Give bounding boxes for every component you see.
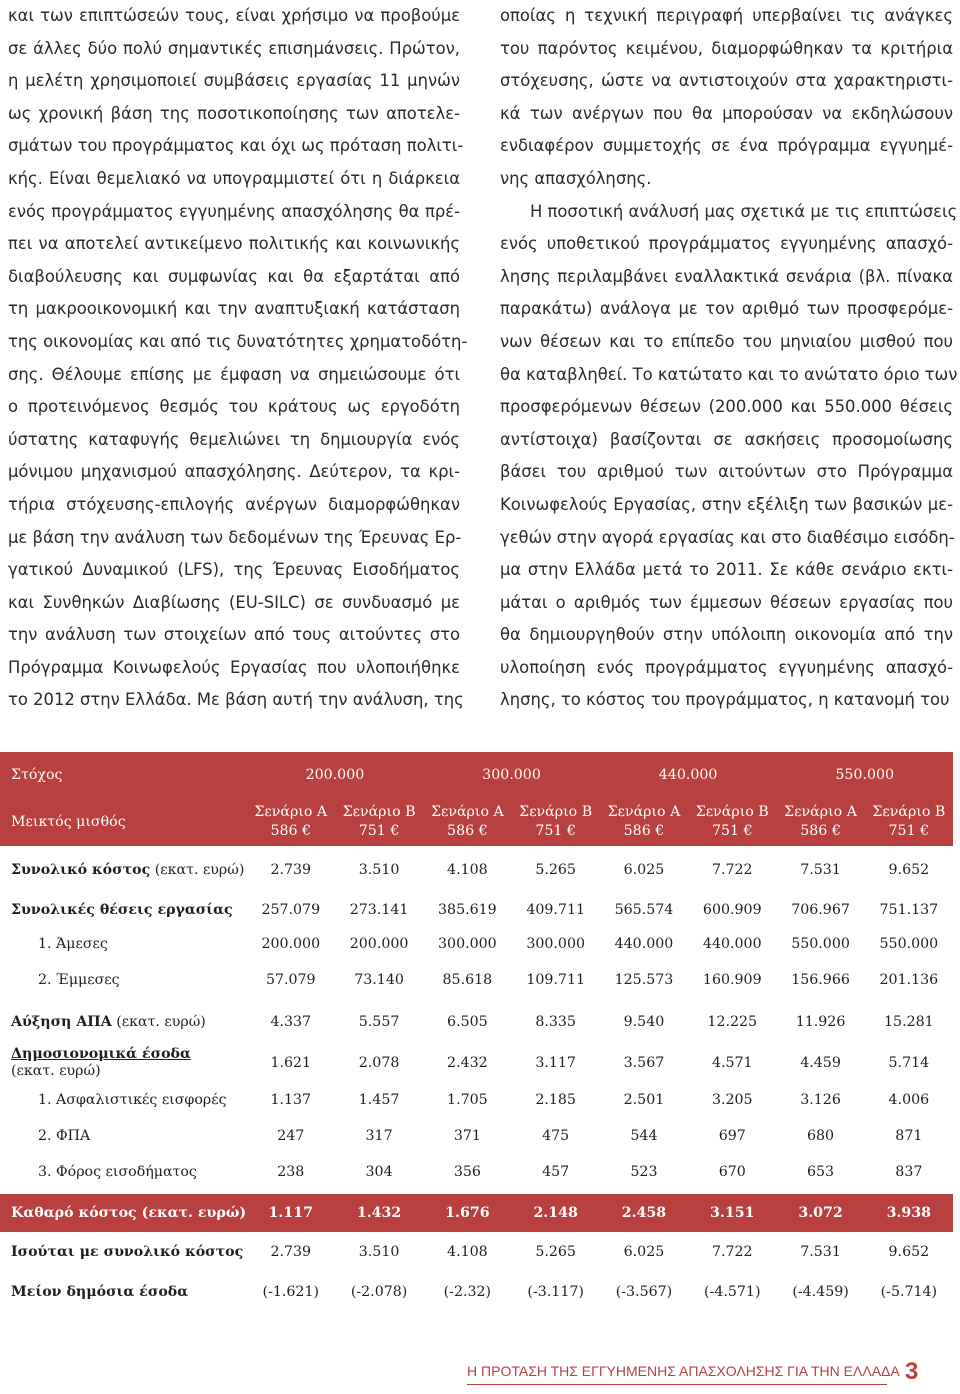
row-label-unit: (εκατ. ευρώ) xyxy=(11,1063,101,1079)
text-line: προσφερόμενων θέσεων (200.000 και 550.000 θέσεις xyxy=(500,397,953,417)
scenario-amount: 586 € xyxy=(447,823,488,839)
scenario-amount: 751 € xyxy=(535,823,576,839)
table-cell: 109.711 xyxy=(526,972,585,988)
scenario-header xyxy=(335,803,423,841)
text-line: παρακάτω) ανάλογα με τον αριθμό των προσφερόμε- xyxy=(500,299,953,319)
scenario-name: Σενάριο Β xyxy=(695,804,769,820)
table-cell: 8.335 xyxy=(535,1014,576,1030)
row-label xyxy=(0,1014,247,1031)
table-cell: 200.000 xyxy=(349,936,409,952)
text-line: σμάτων του προγράμματος και όχι ως πρόταση πολιτι- xyxy=(8,136,464,156)
table-row-indirect xyxy=(0,966,953,994)
table-cell: 2.432 xyxy=(447,1055,488,1071)
text-line: σε άλλες δύο πολύ σημαντικές επισημάνσεις. Πρώτον, xyxy=(8,38,460,58)
text-line: πει να αποτελεί αντικείμενο πολιτικής και κοινωνικής xyxy=(8,234,460,254)
scenario-name: Σενάριο A xyxy=(430,804,504,820)
table-cell: 5.557 xyxy=(358,1014,400,1030)
text-line: Κοινωφελούς Εργασίας, στην εξέλιξη των βασικών με- xyxy=(500,494,953,514)
left-text-column xyxy=(8,0,468,717)
text-line: ως χρονική βάση της ποσοτικοποίησης των αποτελε- xyxy=(8,103,460,123)
table-cell: 9.540 xyxy=(623,1014,665,1030)
table-cell: 550.000 xyxy=(835,767,895,783)
text-line: στόχευσης, ώστε να αντιστοιχούν στα χαρακτηριστι- xyxy=(500,71,953,91)
row-values xyxy=(247,972,953,988)
table-row-gdp xyxy=(0,1008,953,1036)
table-cell: 3.510 xyxy=(358,862,400,878)
table-cell: 200.000 xyxy=(261,936,321,952)
text-line: το 2012 στην Ελλάδα. Με βάση αυτή την ανάλυση, της xyxy=(8,690,464,710)
table-cell: 5.265 xyxy=(535,862,576,878)
scenario-name: Σενάριο A xyxy=(254,804,328,820)
table-cell: 5.714 xyxy=(888,1055,930,1071)
table-cell: (-2.078) xyxy=(350,1284,408,1300)
table-cell: 3.510 xyxy=(358,1244,400,1260)
table-cell: (-2.32) xyxy=(443,1284,492,1300)
table-cell: 247 xyxy=(277,1128,305,1144)
text-line: μόνιμου μηχανισμού απασχόλησης. Δεύτερον, τα κρι- xyxy=(8,462,460,482)
text-line: και Συνθηκών Διαβίωσης (EU-SILC) σε συνδυασμό με xyxy=(8,592,460,612)
target-values xyxy=(247,767,953,783)
scenario-amount: 586 € xyxy=(270,823,312,839)
table-cell: (-3.117) xyxy=(527,1284,584,1300)
table-cell: 670 xyxy=(718,1164,746,1180)
text-line: λησης, το κόστος του προγράμματος, η κατανομή του xyxy=(500,690,950,710)
table-cell: (-4.459) xyxy=(792,1284,849,1300)
table-cell: 160.909 xyxy=(702,972,762,988)
table-cell: 6.025 xyxy=(623,862,665,878)
table-row-minus-revenue xyxy=(0,1278,953,1306)
table-cell: 3.938 xyxy=(886,1205,932,1221)
text-line: γεθών στην αγορά εργασίας και στο διαθέσιμο εισόδη- xyxy=(500,527,955,547)
page-number: 3 xyxy=(905,1358,919,1385)
table-cell: 3.072 xyxy=(798,1205,843,1221)
table-cell: 7.531 xyxy=(800,1244,841,1260)
scenario-amount: 586 € xyxy=(800,823,841,839)
table-row-income-tax xyxy=(0,1158,953,1186)
scenario-header xyxy=(247,803,335,841)
text-line: του παρόντος κειμένου, διαμορφώθηκαν τα κριτήρια xyxy=(500,38,953,58)
table-cell: 7.722 xyxy=(711,862,753,878)
table-cell: 371 xyxy=(453,1128,481,1144)
table-cell: 5.265 xyxy=(535,1244,576,1260)
table-cell: 2.501 xyxy=(623,1092,665,1108)
row-values xyxy=(247,1284,953,1300)
scenario-name: Σενάριο Β xyxy=(872,804,946,820)
table-cell: 871 xyxy=(895,1128,923,1144)
row-label: 1. Ασφαλιστικές εισφορές xyxy=(38,1091,227,1108)
text-line: νων θέσεων και το επίπεδο του μηνιαίου μισθού που xyxy=(500,331,953,351)
footer-title: Η ΠΡΟΤΑΣΗ ΤΗΣ ΕΓΓΥΗΜΕΝΗΣ ΑΠΑΣΧΟΛΗΣΗΣ ΓΙΑ ΤΗΝ ΕΛΛΑΔΑ xyxy=(467,1363,900,1379)
scenario-name: Σενάριο A xyxy=(784,804,857,820)
table-cell: 3.126 xyxy=(800,1092,841,1108)
row-values xyxy=(247,1205,953,1221)
row-label xyxy=(0,1046,247,1080)
table-cell: 4.571 xyxy=(711,1055,753,1071)
scenario-header xyxy=(600,803,688,841)
table-cell: 680 xyxy=(807,1128,835,1144)
table-cell: (-3.567) xyxy=(615,1284,673,1300)
table-cell: 200.000 xyxy=(305,767,365,783)
row-label: Στόχος xyxy=(11,766,63,783)
table-cell: 1.117 xyxy=(268,1205,313,1221)
row-values xyxy=(247,1055,953,1071)
table-cell: 457 xyxy=(542,1164,570,1180)
table-cell: 550.000 xyxy=(879,936,939,952)
table-cell: 475 xyxy=(542,1128,570,1144)
row-label: 1. Άμεσες xyxy=(38,935,108,952)
table-cell: 6.505 xyxy=(447,1014,488,1030)
table-cell: 1.457 xyxy=(358,1092,400,1108)
table-cell: 440.000 xyxy=(702,936,762,952)
table-cell: 201.136 xyxy=(879,972,939,988)
table-cell: 257.079 xyxy=(261,902,321,918)
row-label: 2. ΦΠΑ xyxy=(38,1127,91,1144)
right-text-column xyxy=(500,0,958,717)
table-cell: 4.337 xyxy=(270,1014,312,1030)
table-cell: 653 xyxy=(807,1164,835,1180)
text-line: την ανάλυση των στοιχείων από τους αιτούντες στο xyxy=(8,625,460,645)
row-label xyxy=(0,862,247,879)
table-row-total-jobs xyxy=(0,896,953,924)
table-row-public-revenue xyxy=(0,1042,953,1084)
table-cell: 238 xyxy=(277,1164,305,1180)
table-cell: (-4.571) xyxy=(704,1284,761,1300)
footer-rule xyxy=(467,1384,887,1385)
table-cell: 3.151 xyxy=(710,1205,755,1221)
text-line: βάσει του αριθμού των αιτούντων στο Πρόγραμμα xyxy=(500,462,953,482)
table-cell: (-5.714) xyxy=(880,1284,938,1300)
table-cell: 4.108 xyxy=(447,1244,488,1260)
table-cell: 85.618 xyxy=(442,972,493,988)
row-label: Μείον δημόσια έσοδα xyxy=(11,1283,189,1300)
table-cell: (-1.621) xyxy=(262,1284,320,1300)
table-row-direct xyxy=(0,930,953,958)
table-cell: 57.079 xyxy=(265,972,316,988)
text-line: ύστατης καταφυγής θεμελιώνει τη δημιουργία ενός xyxy=(8,429,460,449)
text-line: η μελέτη χρησιμοποιεί συμβάσεις εργασίας 11 μηνών xyxy=(8,71,460,91)
table-cell: 300.000 xyxy=(526,936,585,952)
table-cell: 2.078 xyxy=(358,1055,400,1071)
row-label: Ισούται με συνολικό κόστος xyxy=(11,1243,244,1260)
table-cell: 1.676 xyxy=(445,1205,490,1221)
row-values xyxy=(247,1092,953,1108)
row-label-bold: Δημοσιονομικά έσοδα xyxy=(11,1046,191,1062)
scenario-headers xyxy=(247,803,953,841)
row-label: Καθαρό κόστος (εκατ. ευρώ) xyxy=(11,1204,247,1221)
table-cell: 2.739 xyxy=(270,1244,312,1260)
table-cell: 300.000 xyxy=(482,767,541,783)
table-row-insurance xyxy=(0,1086,953,1114)
table-cell: 7.531 xyxy=(800,862,841,878)
text-line: κά των ανέργων που θα μπορούσαν να εκδηλώσουν xyxy=(500,103,953,123)
row-label: 3. Φόρος εισοδήματος xyxy=(38,1163,197,1180)
table-cell: 304 xyxy=(365,1164,393,1180)
row-label: Συνολικές θέσεις εργασίας xyxy=(11,901,233,918)
text-line: θα δημιουργηθούν στην υπόλοιπη οικονομία από την xyxy=(500,625,953,645)
table-cell: 125.573 xyxy=(614,972,674,988)
table-cell: 2.185 xyxy=(535,1092,576,1108)
table-cell: 6.025 xyxy=(623,1244,665,1260)
text-line: λησης περιλαμβάνει εναλλακτικά σενάρια (βλ. πίνακα xyxy=(500,266,953,286)
scenario-header xyxy=(423,803,511,841)
text-line: θα καταβληθεί. Το κατώτατο και το ανώτατο όριο των xyxy=(500,364,958,384)
text-line: με βάση την ανάλυση των δεδομένων της Έρευνας Ερ- xyxy=(8,527,462,547)
table-row-total-cost xyxy=(0,856,953,884)
table-cell: 697 xyxy=(718,1128,746,1144)
text-line: μα στην Ελλάδα μετά το 2011. Σε κάθε σενάριο εκτι- xyxy=(500,560,953,580)
table-cell: 12.225 xyxy=(707,1014,758,1030)
table-cell: 837 xyxy=(895,1164,923,1180)
scenario-amount: 586 € xyxy=(623,823,665,839)
table-cell: 156.966 xyxy=(791,972,850,988)
text-line: ο προτεινόμενος θεσμός του κράτους ως εργοδότη xyxy=(8,397,460,417)
row-label-bold: Συνολικό κόστος xyxy=(11,861,151,878)
table-cell: 9.652 xyxy=(888,862,930,878)
scenario-amount: 751 € xyxy=(888,823,930,839)
scenario-header xyxy=(865,803,953,841)
table-cell: 3.567 xyxy=(623,1055,665,1071)
table-cell: 4.006 xyxy=(888,1092,930,1108)
scenario-name: Σενάριο A xyxy=(607,804,681,820)
table-cell: 11.926 xyxy=(795,1014,846,1030)
scenario-header xyxy=(512,803,600,841)
table-cell: 544 xyxy=(630,1128,658,1144)
row-label: Μεικτός μισθός xyxy=(11,813,126,830)
text-line: της οικονομίας και από τις δυνατότητες χρηματοδότη- xyxy=(8,331,468,351)
row-values xyxy=(247,1128,953,1144)
scenario-amount: 751 € xyxy=(711,823,753,839)
table-cell: 440.000 xyxy=(614,936,674,952)
row-label-unit: (εκατ. ευρώ) xyxy=(150,861,245,878)
text-line: Η ποσοτική ανάλυσή μας σχετικά με τις επιπτώσεις xyxy=(530,201,958,221)
scenario-name: Σενάριο Β xyxy=(342,804,416,820)
table-cell: 1.705 xyxy=(447,1092,488,1108)
table-row-vat xyxy=(0,1122,953,1150)
table-cell: 2.148 xyxy=(533,1205,578,1221)
table-cell: 385.619 xyxy=(438,902,497,918)
row-values xyxy=(247,1244,953,1260)
table-cell: 2.458 xyxy=(621,1205,667,1221)
text-line: κής. Είναι θεμελιακό να υπογραμμιστεί ότι η διάρκεια xyxy=(8,168,460,188)
table-row-equals-total xyxy=(0,1238,953,1266)
row-values xyxy=(247,862,953,878)
table-cell: 3.117 xyxy=(535,1055,576,1071)
row-values xyxy=(247,936,953,952)
table-cell: 3.205 xyxy=(711,1092,753,1108)
text-line: ενός προγράμματος εγγυημένης απασχόλησης θα πρέ- xyxy=(8,201,460,221)
text-line: τη μακροοικονομική και την αναπτυξιακή κατάσταση xyxy=(8,299,460,319)
table-cell: 1.621 xyxy=(270,1055,312,1071)
table-cell: 1.137 xyxy=(270,1092,312,1108)
scenario-name: Σενάριο Β xyxy=(519,804,593,820)
table-cell: 523 xyxy=(630,1164,658,1180)
table-row-wage xyxy=(0,798,953,846)
text-line: τήρια στόχευσης-επιλογής ανέργων διαμορφώθηκαν xyxy=(8,494,460,514)
text-line: ενός υποθετικού προγράμματος εγγυημένης απασχό- xyxy=(500,234,953,254)
table-cell: 1.432 xyxy=(356,1205,402,1221)
table-cell: 751.137 xyxy=(879,902,939,918)
table-cell: 565.574 xyxy=(614,902,674,918)
text-line: οποίας η τεχνική περιγραφή υπερβαίνει τις ανάγκες xyxy=(500,6,953,25)
table-cell: 317 xyxy=(365,1128,393,1144)
text-line: σης. Θέλουμε επίσης με έμφαση να σημειώσουμε ότι xyxy=(8,364,460,384)
text-line: υλοποίηση ενός προγράμματος εγγυημένης απασχό- xyxy=(500,657,953,677)
table-cell: 9.652 xyxy=(888,1244,930,1260)
table-cell: 440.000 xyxy=(658,767,718,783)
table-cell: 73.140 xyxy=(354,972,404,988)
scenario-amount: 751 € xyxy=(358,823,400,839)
table-cell: 550.000 xyxy=(791,936,850,952)
text-line: γατικού Δυναμικού (LFS), της Έρευνας Εισοδήματος xyxy=(8,560,460,580)
row-label-bold: Αύξηση ΑΠΑ xyxy=(11,1013,112,1030)
text-line: και των επιπτώσεών τους, είναι χρήσιμο να προβούμε xyxy=(8,6,460,25)
table-row-target xyxy=(0,752,953,798)
table-row-net-cost xyxy=(0,1194,953,1232)
table-cell: 300.000 xyxy=(438,936,497,952)
table-cell: 15.281 xyxy=(884,1014,934,1030)
text-line: διαβούλευσης και συμφωνίας και θα εξαρτάται από xyxy=(8,266,460,286)
row-label: 2. Έμμεσες xyxy=(38,971,120,988)
text-line: Πρόγραμμα Κοινωφελούς Εργασίας που υλοποιήθηκε xyxy=(8,657,460,677)
row-values xyxy=(247,902,953,918)
text-line: νης απασχόλησης. xyxy=(500,168,652,188)
table-cell: 273.141 xyxy=(349,902,409,918)
text-line: μάται ο αριθμός των έμμεσων θέσεων εργασίας που xyxy=(500,592,953,612)
scenario-header xyxy=(688,803,776,841)
row-values xyxy=(247,1014,953,1030)
table-cell: 706.967 xyxy=(791,902,850,918)
scenario-header xyxy=(776,803,864,841)
table-cell: 356 xyxy=(453,1164,481,1180)
table-cell: 2.739 xyxy=(270,862,312,878)
table-cell: 600.909 xyxy=(702,902,762,918)
row-label-unit: (εκατ. ευρώ) xyxy=(111,1013,206,1030)
table-cell: 7.722 xyxy=(711,1244,753,1260)
table-cell: 409.711 xyxy=(526,902,585,918)
table-cell: 4.108 xyxy=(447,862,488,878)
text-line: αντίστοιχα) βασίζονται σε ασκήσεις προσομοίωσης xyxy=(500,429,953,449)
row-values xyxy=(247,1164,953,1180)
table-cell: 4.459 xyxy=(800,1055,841,1071)
text-line: ενδιαφέρον συμμετοχής σε ένα πρόγραμμα εγγυημέ- xyxy=(500,136,953,156)
